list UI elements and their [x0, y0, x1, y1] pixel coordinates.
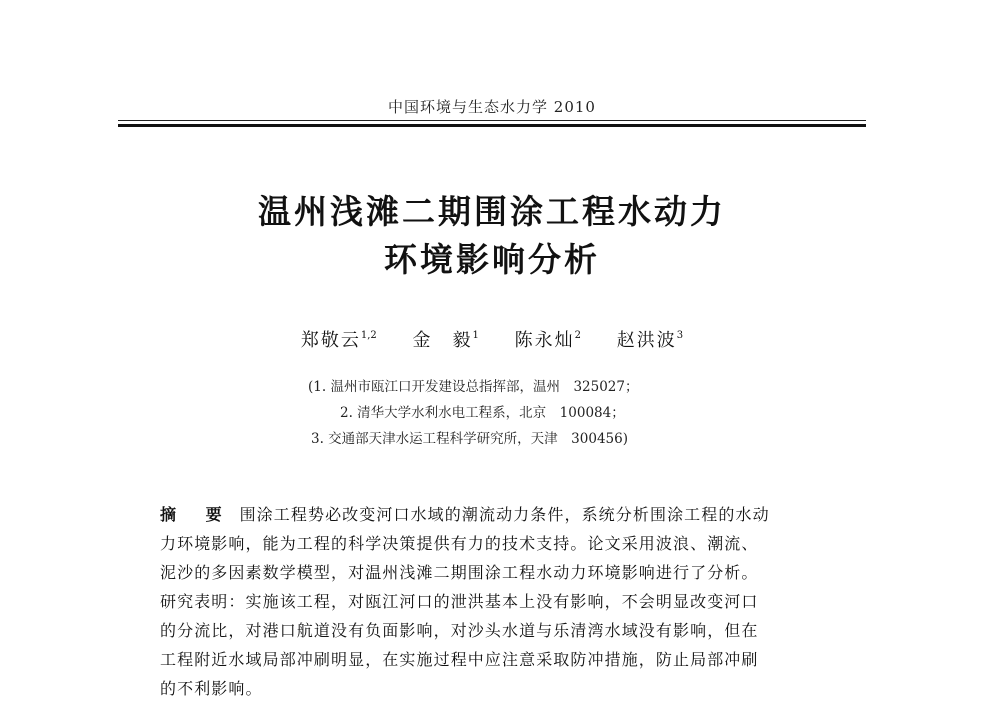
author-list	[118, 326, 866, 352]
author	[301, 330, 377, 351]
author-name: 陈永灿	[514, 330, 575, 351]
abstract-line: 力环境影响，能为工程的科学决策提供有力的技术支持。论文采用波浪、潮流、	[160, 534, 759, 553]
author-affiliation-mark: 3	[676, 330, 684, 341]
title-line-2: 环境影响分析	[384, 240, 600, 279]
header-rule-thin	[118, 120, 866, 121]
affiliation: 3. 交通部天津水运工程科学研究所，天津 300456)	[311, 431, 628, 447]
title-line-1: 温州浅滩二期围涂工程水动力	[258, 192, 726, 231]
header-rule-thick	[118, 124, 866, 127]
abstract-line: 泥沙的多因素数学模型，对温州浅滩二期围涂工程水动力环境影响进行了分析。	[160, 563, 759, 582]
author-affiliation-mark: 2	[574, 330, 581, 341]
abstract-line: 的不利影响。	[160, 679, 263, 698]
author-name: 郑敬云	[300, 330, 361, 351]
author	[617, 330, 683, 351]
abstract-line: 工程附近水域局部冲刷明显，在实施过程中应注意采取防冲措施，防止局部冲刷	[160, 650, 759, 669]
affiliation: (1. 温州市瓯江口开发建设总指挥部，温州 325027；	[308, 379, 639, 395]
author-name: 金 毅	[412, 330, 473, 351]
author-name: 赵洪波	[616, 330, 677, 351]
author	[413, 330, 479, 351]
author-affiliation-mark: 1,2	[360, 330, 377, 341]
abstract	[160, 500, 850, 698]
author-affiliation-mark: 1	[472, 330, 479, 341]
abstract-line: 的分流比，对港口航道没有负面影响，对沙头水道与乐清湾水域没有影响，但在	[160, 621, 759, 640]
abstract-line	[160, 500, 850, 529]
abstract-label: 摘 要	[160, 505, 234, 524]
abstract-text: 围涂工程势必改变河口水域的潮流动力条件，系统分析围涂工程的水动	[239, 505, 770, 524]
author	[515, 330, 581, 351]
journal-header: 中国环境与生态水力学 2010	[388, 98, 596, 116]
abstract-line: 研究表明：实施该工程，对瓯江河口的泄洪基本上没有影响，不会明显改变河口	[160, 592, 759, 611]
paper-title	[118, 188, 866, 284]
affiliation: 2. 清华大学水利水电工程系，北京 100084；	[340, 405, 625, 421]
